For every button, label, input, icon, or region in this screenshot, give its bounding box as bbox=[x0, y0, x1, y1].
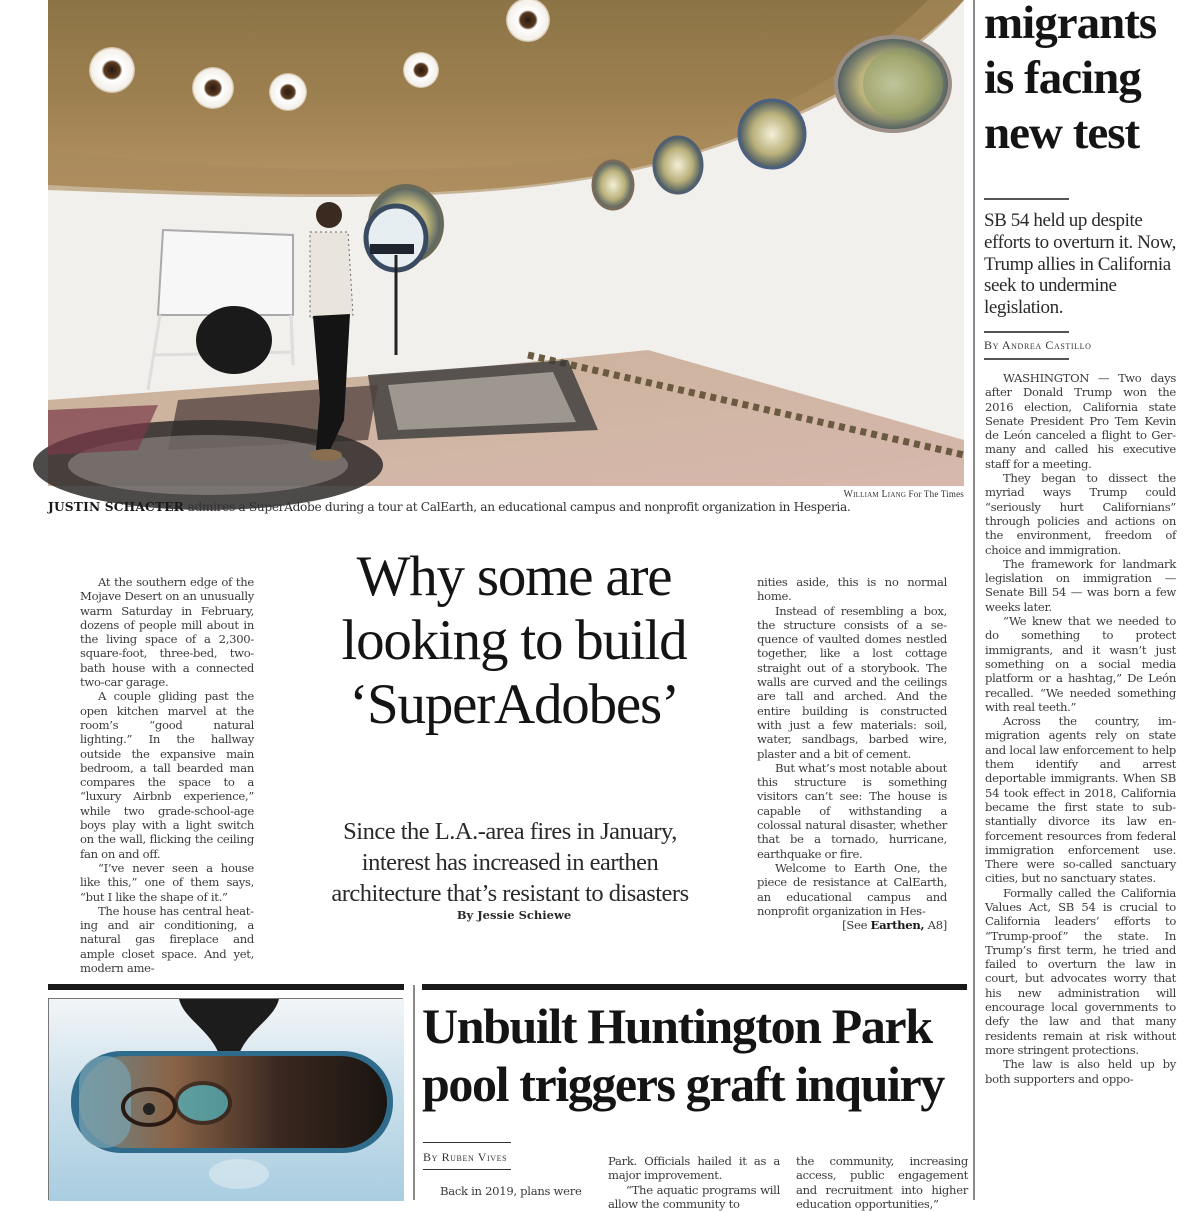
bottom-headline[interactable] bbox=[422, 997, 967, 1113]
byline-rule-bottom bbox=[984, 358, 1069, 360]
bottom-photo bbox=[48, 998, 403, 1200]
jump-link[interactable]: [See Earthen, A8] bbox=[842, 918, 947, 933]
column-divider bbox=[973, 0, 975, 1200]
headline-line: is facing bbox=[984, 52, 1141, 104]
main-story-column-1 bbox=[80, 575, 254, 975]
superadobe-interior-image bbox=[48, 0, 964, 486]
paragraph: The law is also held up by both supporters and oppo- bbox=[985, 1057, 1176, 1086]
byline-rule-top bbox=[984, 331, 1069, 333]
deck-line: Since the L.A.-area fires in January, bbox=[343, 818, 677, 845]
headline-line: migrants bbox=[984, 0, 1157, 49]
paragraph: The house has central heating and air conditioning, a natural gas fireplace and ample closet space. And yet, modern ame- bbox=[80, 903, 254, 976]
headline-line: ‘SuperAdobes’ bbox=[349, 673, 679, 736]
headline-line: new test bbox=[984, 107, 1140, 159]
paragraph: Instead of resembling a box, the structure consists of a sequence of vaulted domes nestled together, like a lost cottage straight out of a storybook. The walls are curved and the ceilings are tall and arched. And the entire building is constructed with just a few materials: soil, water, sandbags, barbed wire, plaster and a bit of cement. bbox=[757, 603, 947, 761]
paragraph: Welcome to Earth One, the piece de resistance at CalEarth, an educational campus and nonprofit organization in Hes- bbox=[757, 860, 947, 918]
paragraph: Back in 2019, plans were bbox=[440, 1184, 582, 1198]
main-photo bbox=[48, 0, 964, 486]
bottom-story-column-2 bbox=[608, 1154, 780, 1211]
headline-line: pool triggers graft inquiry bbox=[422, 1056, 944, 1112]
section-rule-right bbox=[422, 984, 967, 990]
photo-credit bbox=[700, 489, 964, 500]
deck-line: architecture that’s resistant to disasters bbox=[331, 880, 689, 907]
paragraph: At the southern edge of the Mojave Desert on an unusually warm Saturday in February, dozens of people mill about in the living space of a 2,300-square-foot, three-bed, two-bath house with a connected two-car garage. bbox=[80, 575, 254, 690]
column-divider bbox=[413, 985, 415, 1200]
headline-line: Why some are bbox=[356, 545, 672, 608]
main-deck bbox=[280, 816, 740, 909]
headline-line: Unbuilt Huntington Park bbox=[422, 998, 932, 1054]
caption-text: admires a SuperAdobe during a tour at CalEarth, an educational campus and nonprofit organization in Hesperia. bbox=[184, 500, 851, 514]
paragraph-continuation: Park. Officials hailed it as a major improvement. bbox=[608, 1154, 780, 1183]
main-story-column-2 bbox=[757, 575, 947, 932]
byline-rule-top bbox=[423, 1142, 511, 1143]
main-byline: By Jessie Schiewe bbox=[456, 908, 572, 922]
paragraph: WASHINGTON — Two days after Donald Trump won the 2016 election, California state Senate President Pro Tem Kevin de León canceled a flight to Germany and called his executive staff for a meeting. bbox=[985, 371, 1176, 471]
byline-rule-bottom bbox=[423, 1169, 511, 1170]
main-headline[interactable] bbox=[284, 545, 744, 737]
rearview-mirror-image bbox=[49, 999, 404, 1201]
paragraph: “We knew that we needed to do something to protect immigrants, and it wasn’t just something on a social media platform or a hashtag,” De León recalled. “We needed something with real teeth.” bbox=[985, 614, 1176, 714]
jump-label: Earthen, bbox=[870, 918, 925, 933]
right-story-column bbox=[985, 371, 1176, 1086]
bottom-byline: By Ruben Vives bbox=[423, 1150, 508, 1164]
paragraph: They began to dissect the myriad ways Trump could “seriously hurt Californians” through policies and actions on the environment, freedom of choice and immigration. bbox=[985, 471, 1176, 557]
headline-line: looking to build bbox=[341, 609, 687, 672]
paragraph: But what’s most notable about this structure is something visitors can’t see: The house is capable of withstanding a colossal natural disaster, whether that be a tornado, hurricane, earthquake or fire. bbox=[757, 760, 947, 861]
section-rule-left bbox=[48, 984, 404, 990]
deck-line: interest has increased in earthen bbox=[361, 849, 659, 876]
paragraph: “I’ve never seen a house like this,” one of them says, “but I like the shape of it.” bbox=[80, 860, 254, 904]
paragraph-continuation: nities aside, this is no normal home. bbox=[757, 575, 947, 604]
paragraph: Formally called the California Values Act, SB 54 is crucial to California leaders’ efforts to “Trump-proof” the state. In Trump’s first term, he tried and failed to overturn the law in court, but advocates worry that his new administration will encourage local governments to defy the law and that many residents remain at risk without more stringent protections. bbox=[985, 885, 1176, 1057]
bottom-story-column-1 bbox=[422, 1184, 592, 1198]
photo-credit-name: William Liang bbox=[843, 489, 907, 500]
photo-caption bbox=[48, 500, 968, 514]
right-headline[interactable] bbox=[984, 0, 1194, 161]
caption-subject: JUSTIN SCHACTER bbox=[48, 500, 185, 514]
right-byline: By Andrea Castillo bbox=[984, 338, 1092, 352]
paragraph: Across the country, immigration agents rely on state and local law enforcement to help them identify and arrest deportable immigrants. When SB 54 took effect in 2018, California became the first state to substantially divorce its law enforcement resources from federal immigration enforcement use. There were so-called sanctuary cities, but no sanctuary states. bbox=[985, 714, 1176, 886]
paragraph: The framework for landmark legislation on immigration — Senate Bill 54 — was born a few weeks later. bbox=[985, 556, 1176, 614]
paragraph-continuation: the community, increasing access, public engagement and recruitment into higher education opportunities,” bbox=[796, 1154, 968, 1211]
bottom-story-column-3 bbox=[796, 1154, 968, 1211]
right-deck: SB 54 held up despite efforts to overturn it. Now, Trump allies in California seek to undermine legislation. bbox=[984, 210, 1176, 319]
paragraph: A couple gliding past the open kitchen marvel at the room’s “good natural lighting.” In the hallway outside the expansive main bedroom, a tall bearded man compares the space to a “luxury Airbnb experience,” while two grade-school-age boys play with a light switch on the wall, flicking the ceiling fan on and off. bbox=[80, 689, 254, 861]
deck-rule bbox=[984, 198, 1069, 200]
photo-credit-org: For The Times bbox=[908, 489, 964, 499]
paragraph: “The aquatic programs will allow the community to bbox=[608, 1182, 780, 1211]
